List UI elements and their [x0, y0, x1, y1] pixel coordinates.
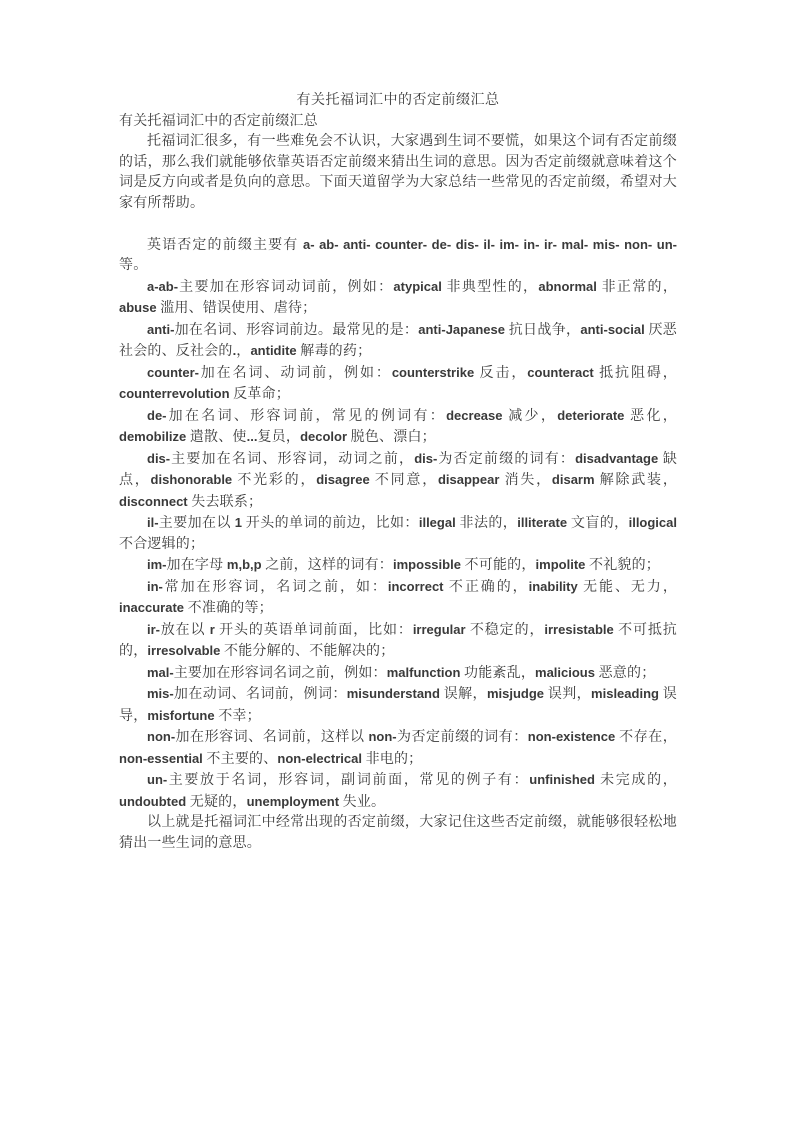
paragraph: anti-加在名词、形容词前边。最常见的是：anti-Japanese 抗日战争，anti-social 厌恶社会的、反社会的.，antidite 解毒的药；: [119, 321, 677, 359]
paragraph: 托福词汇很多，有一些难免会不认识，大家遇到生词不要慌，如果这个词有否定前缀的话，那么我们就能够依靠英语否定前缀来猜出生词的意思。因为否定前缀就意味着这个词是反方向或者是负向的意思。下面天道留学为大家总结一些常见的否定前缀，希望对大家有所帮助。: [119, 134, 677, 211]
paragraph: in-常加在形容词，名词之前，如：incorrect 不正确的，inability 无能、无力，inaccurate 不准确的等；: [119, 578, 678, 616]
paragraph: ir-放在以 r 开头的英语单词前面，比如：irregular 不稳定的，irresistable 不可抵抗的，irresolvable 不能分解的、不能解决的；: [119, 621, 677, 659]
paragraph: de-加在名词、形容词前，常见的例词有：decrease 减少，deteriorate 恶化，demobilize 遣散、使...复员，decolor 脱色、漂白；: [119, 407, 677, 445]
document-content: [119, 91, 677, 854]
document-title: 有关托福词汇中的否定前缀汇总: [296, 93, 500, 108]
paragraph: mal-主要加在形容词名词之前，例如：malfunction 功能紊乱，malicious 恶意的；: [147, 664, 656, 681]
paragraph: im-加在字母 m,b,p 之前，这样的词有：impossible 不可能的，impolite 不礼貌的；: [147, 557, 660, 573]
paragraph: 有关托福词汇中的否定前缀汇总: [119, 113, 318, 129]
paragraph: non-加在形容词、名词前，这样以 non-为否定前缀的词有：non-existence 不存在，non-essential 不主要的、non-electrical 非电的；: [119, 729, 677, 767]
paragraph: 以上就是托福词汇中经常出现的否定前缀，大家记住这些否定前缀，就能够很轻松地猜出一些生词的意思。: [119, 815, 677, 851]
paragraph: counter-加在名词、动词前，例如：counterstrike 反击，counteract 抵抗阻碍，counterrevolution 反革命；: [119, 364, 677, 402]
paragraph: il-主要加在以 1 开头的单词的前边，比如：illegal 非法的，illiterate 文盲的，illogical 不合逻辑的；: [119, 515, 677, 552]
paragraph: mis-加在动词、名词前，例词：misunderstand 误解，misjudge 误判，misleading 误导，misfortune 不幸；: [119, 686, 677, 724]
paragraph: un-主要放于名词，形容词，副词前面，常见的例子有：unfinished 未完成的，undoubted 无疑的，unemployment 失业。: [119, 772, 677, 810]
paragraph: 英语否定的前缀主要有 a- ab- anti- counter- de- dis- il- im- in- ir- mal- mis- non- un- 等。: [119, 236, 678, 273]
paragraph: dis-主要加在名词、形容词，动词之前，dis-为否定前缀的词有：disadvantage 缺点，dishonorable 不光彩的，disagree 不同意，disappear 消失，disarm 解除武装，disconnect 失去联系；: [119, 450, 678, 510]
paragraph: [119, 214, 677, 235]
paragraph: a-ab-主要加在形容词动词前，例如：atypical 非典型性的，abnormal 非正常的，abuse 滥用、错误使用、虐待；: [119, 278, 678, 316]
